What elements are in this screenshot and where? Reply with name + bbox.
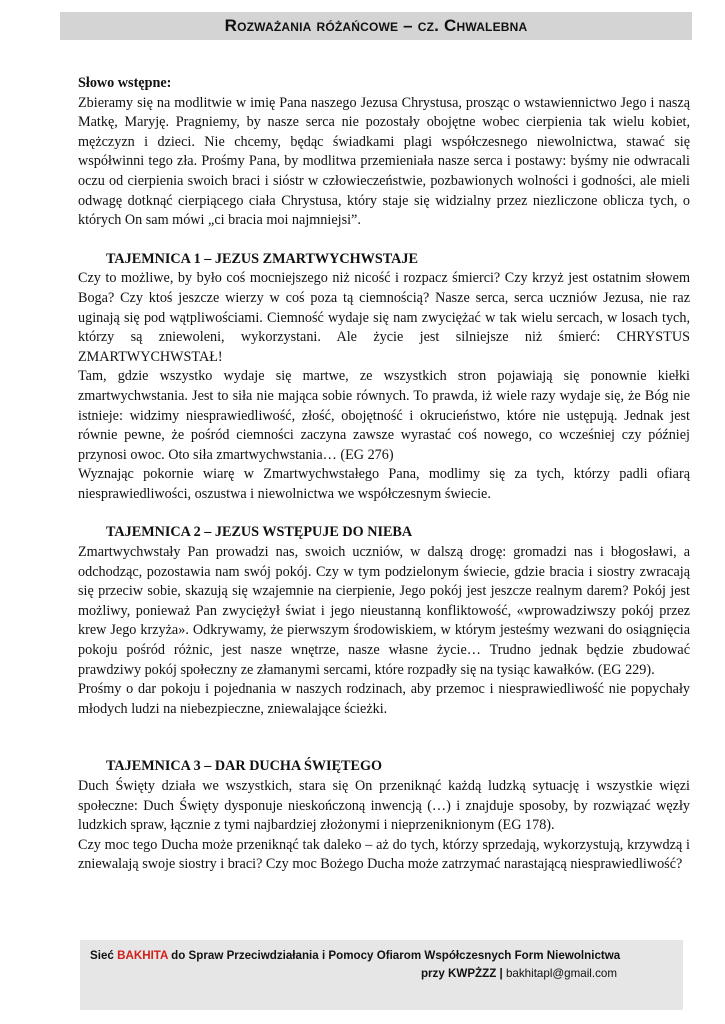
intro-paragraph: Zbieramy się na modlitwie w imię Pana naszego Jezusa Chrystusa, prosząc o wstawiennictwo Jego i naszą Matkę, Maryję. Pragniemy, by nasze serca nie pozostały obojętne wobec cierpienia tak wielu kobiet, mężczyzn i dzieci. Nie chcemy, będąc świadkami plagi współczesnego niewolnictwa, stawać się współwinni tego zła. Prośmy Pana, by modlitwa przemieniała nasze serca i postawy: byśmy nie odwracali oczu od cierpienia swoich braci i sióstr w człowieczeństwie, pozbawionych wolności i godności, ale mieli odwagę dotknąć cierpiącego ciała Chrystusa, który staje się widzialny przez niezliczone oblicza tych, o których On sam mówi „ci bracia moi najmniejsi”. bbox=[78, 94, 690, 229]
footer-prefix: Sieć bbox=[90, 949, 118, 962]
footer-contact-line bbox=[421, 967, 617, 980]
footer-network-line bbox=[90, 949, 620, 962]
section-2-heading: TAJEMNICA 2 – JEZUS WSTĘPUJE DO NIEBA bbox=[106, 524, 413, 541]
section-2-paragraph: Prośmy o dar pokoju i pojednania w naszych rodzinach, aby przemoc i niesprawiedliwość nie popychały młodych ludzi na niebezpieczne, zniewalające ścieżki. bbox=[78, 681, 690, 717]
footer bbox=[80, 940, 683, 1010]
footer-separator: | bbox=[496, 967, 506, 980]
section-3-paragraph: Czy moc tego Ducha może przeniknąć tak daleko – aż do tych, którzy sprzedają, wykorzystują, krzywdzą i zniewalają swoje siostry i braci? Czy moc Bożego Ducha może zatrzymać narastającą niesprawiedliwość? bbox=[78, 836, 690, 873]
section-2-paragraph: Zmartwychwstały Pan prowadzi nas, swoich uczniów, w dalszą drogę: gromadzi nas i błogosławi, a odchodząc, pozostawia nam swój pokój. Czy w tym podzielonym świecie, gdzie bracia i siostry zwracają się przeciw sobie, skazują się wzajemnie na cierpienie, Jego pokój jest jeszcze realnym darem? Pokój jest możliwy, ponieważ Pan zwyciężył świat i jego nieustanną konfliktowość, «wprowadziwszy pokój przez krew Jego krzyża». Odkrywamy, że pierwszym środowiskiem, w którym jesteśmy wezwani do osiągnięcia pokoju pośród różnic, jest nasze wnętrze, nasze własne życie… Trudno jednak będzie zbudować prawdziwy pokój społeczny ze złamanymi sercami, które rozpadły się na tysiąc kawałków. (EG 229). bbox=[78, 544, 690, 678]
section-1-paragraph: Tam, gdzie wszystko wydaje się martwe, ze wszystkich stron pojawiają się ponownie kiełki zmartwychwstania. Jest to siła nie mająca sobie równych. To prawda, iż wiele razy wydaje się, że Bóg nie istnieje: widzimy niesprawiedliwość, złość, obojętność i okrucieństwo, które nie ustępują. Jednak jest równie pewne, że pośród ciemności zaczyna zawsze wyrastać coś nowego, co wcześniej czy później przynosi owoc. Oto siła zmartwychwstania… (EG 276) bbox=[78, 368, 690, 463]
footer-description: do Spraw Przeciwdziałania i Pomocy Ofiarom Współczesnych Form Niewolnictwa bbox=[167, 949, 621, 962]
document-body bbox=[78, 74, 690, 875]
intro-heading: Słowo wstępne: bbox=[78, 75, 172, 91]
document-title: Rozważania różańcowe – cz. Chwalebna bbox=[224, 16, 528, 35]
section-3-paragraph: Duch Święty działa we wszystkich, stara się On przeniknąć każdą ludzką sytuację i wszystkie więzi społeczne: Duch Święty dysponuje nieskończoną inwencją (…) i znajduje sposoby, by rozwiązać węzły ludzkich spraw, łącznie z tymi najbardziej złożonymi i nieprzeniknionym (EG 178). bbox=[78, 778, 690, 834]
footer-brand: BAKHITA bbox=[117, 949, 168, 962]
section-1-paragraph: Wyznając pokornie wiarę w Zmartwychwstałego Pana, modlimy się za tych, którzy padli ofiarą niesprawiedliwości, oszustwa i niewolnictwa we współczesnym świecie. bbox=[78, 466, 690, 502]
section-1-paragraph: Czy to możliwe, by było coś mocniejszego niż nicość i rozpacz śmierci? Czy krzyż jest ostatnim słowem Boga? Czy ktoś jeszcze wierzy w coś poza tą ciemnością? Nasze serca, serca uczniów Jezusa, nie raz uginają się pod wątpliwościami. Ciemność wydaje się nam zwyciężać w tak wielu sercach, w losach tych, którzy są zniewoleni, wykorzystani. Ale życie jest silniejsze niż śmierć: CHRYSTUS ZMARTWYCHWSTAŁ! bbox=[78, 270, 690, 365]
document-title-bar bbox=[60, 12, 692, 40]
footer-email-link[interactable]: bakhitapl@gmail.com bbox=[505, 967, 617, 980]
footer-org: przy KWPŻZZ bbox=[420, 967, 497, 980]
section-3-heading: TAJEMNICA 3 – DAR DUCHA ŚWIĘTEGO bbox=[106, 758, 383, 775]
section-1-heading: TAJEMNICA 1 – JEZUS ZMARTWYCHWSTAJE bbox=[106, 250, 418, 267]
